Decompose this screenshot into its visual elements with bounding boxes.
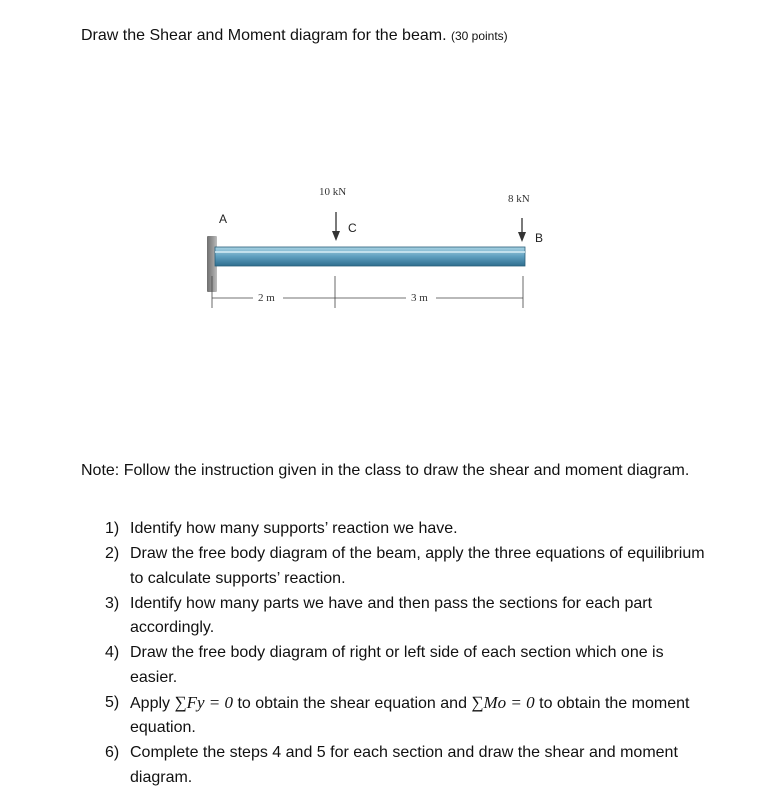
problem-title-text: Draw the Shear and Moment diagram for the beam.: [81, 27, 447, 44]
step-text-prefix: Apply: [130, 694, 175, 712]
load-b-label: 8 kN: [508, 193, 530, 205]
list-item: [105, 592, 715, 641]
problem-title: [81, 26, 508, 46]
load-c-arrow-icon: [332, 212, 340, 241]
dimension-cb-label: 3 m: [411, 292, 428, 304]
shear-equation: ∑Fy = 0: [174, 692, 233, 712]
step-number: 4): [105, 644, 120, 661]
beam: [215, 247, 525, 266]
point-c-label: C: [348, 221, 357, 235]
step-number: 5): [105, 693, 120, 711]
point-b-label: B: [535, 231, 544, 245]
step-text: Draw the free body diagram of right or left side of each section which one is easier.: [130, 644, 664, 686]
step-text: Identify how many supports’ reaction we have.: [130, 520, 458, 537]
step-number: 2): [105, 545, 120, 562]
note-paragraph: Note: Follow the instruction given in the class to draw the shear and moment diagram.: [81, 462, 690, 479]
load-b-arrow-icon: [518, 218, 526, 242]
step-text: Draw the free body diagram of the beam, apply the three equations of equilibrium to calculate supports’ reaction.: [130, 545, 705, 587]
beam-figure: [195, 180, 555, 330]
list-item: [105, 517, 715, 542]
load-c-label: 10 kN: [319, 186, 347, 198]
list-item: [105, 641, 715, 690]
list-item: [105, 741, 715, 790]
moment-equation: ∑Mo = 0: [471, 692, 535, 712]
step-text-middle: to obtain the shear equation and: [233, 694, 472, 712]
point-a-label: A: [219, 212, 228, 226]
step-number: 3): [105, 594, 120, 612]
step-number: 1): [105, 520, 120, 537]
step-number: 6): [105, 744, 120, 761]
step-text: Identify how many parts we have and then pass the sections for each part accordingly.: [130, 594, 653, 636]
step-text: Complete the steps 4 and 5 for each section and draw the shear and moment diagram.: [130, 744, 678, 786]
step-text-suffix: to obtain the moment equation.: [130, 694, 690, 736]
dimension-ac-label: 2 m: [258, 292, 275, 304]
steps-list: [105, 517, 715, 791]
list-item: [105, 542, 715, 591]
problem-points: (30 points): [450, 29, 508, 43]
beam-diagram: [195, 180, 555, 330]
list-item: [105, 691, 715, 741]
